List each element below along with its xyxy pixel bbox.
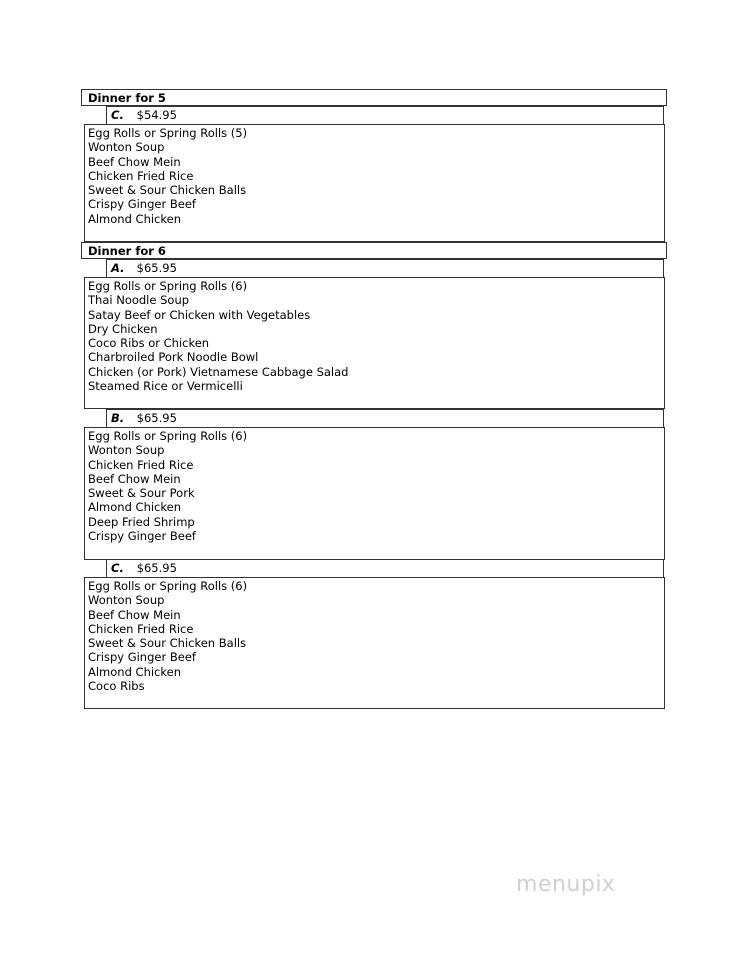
list-item: Dry Chicken xyxy=(88,321,158,336)
list-item: Crispy Ginger Beef xyxy=(88,650,196,665)
list-item: Coco Ribs xyxy=(88,679,145,694)
list-item: Almond Chicken xyxy=(88,500,181,515)
option-items-list xyxy=(84,577,665,709)
list-item: Thai Noodle Soup xyxy=(88,293,190,308)
list-item: Egg Rolls or Spring Rolls (6) xyxy=(88,279,248,293)
option-header-a xyxy=(106,259,664,277)
option-letter: C. xyxy=(111,108,124,122)
list-item: Beef Chow Mein xyxy=(88,471,181,486)
list-item: Sweet & Sour Pork xyxy=(88,486,195,501)
list-item: Wonton Soup xyxy=(88,593,165,608)
list-item: Wonton Soup xyxy=(88,443,165,458)
list-item: Crispy Ginger Beef xyxy=(88,529,196,544)
list-item: Beef Chow Mein xyxy=(88,607,181,622)
list-item: Satay Beef or Chicken with Vegetables xyxy=(88,307,311,322)
list-item: Sweet & Sour Chicken Balls xyxy=(88,636,247,651)
option-letter: C. xyxy=(111,561,124,575)
list-item: Chicken Fried Rice xyxy=(88,168,194,183)
list-item: Coco Ribs or Chicken xyxy=(88,336,210,351)
option-header-b xyxy=(106,409,664,427)
list-item: Egg Rolls or Spring Rolls (6) xyxy=(88,429,248,443)
list-item: Steamed Rice or Vermicelli xyxy=(88,379,243,394)
list-item: Egg Rolls or Spring Rolls (6) xyxy=(88,579,248,593)
option-price: $65.95 xyxy=(136,261,177,275)
option-price: $65.95 xyxy=(136,411,177,425)
list-item: Wonton Soup xyxy=(88,140,165,155)
section-title-dinner-for-5: Dinner for 5 xyxy=(81,89,667,106)
list-item: Sweet & Sour Chicken Balls xyxy=(88,183,247,198)
option-price: $65.95 xyxy=(136,561,177,575)
option-items-list xyxy=(84,277,665,409)
list-item: Almond Chicken xyxy=(88,211,181,226)
list-item: Almond Chicken xyxy=(88,664,181,679)
list-item: Deep Fried Shrimp xyxy=(88,514,195,529)
option-letter: A. xyxy=(111,261,125,275)
list-item: Beef Chow Mein xyxy=(88,154,181,169)
option-items-list xyxy=(84,124,665,242)
list-item: Egg Rolls or Spring Rolls (5) xyxy=(88,126,248,140)
list-item: Chicken Fried Rice xyxy=(88,457,194,472)
watermark-logo: menupix xyxy=(516,872,616,897)
list-item: Charbroiled Pork Noodle Bowl xyxy=(88,350,259,365)
option-header-c xyxy=(106,106,664,124)
option-header-c xyxy=(106,559,664,577)
option-letter: B. xyxy=(111,411,125,425)
option-items-list xyxy=(84,427,665,560)
list-item: Crispy Ginger Beef xyxy=(88,197,196,212)
option-price: $54.95 xyxy=(136,108,177,122)
section-title-dinner-for-6: Dinner for 6 xyxy=(81,242,667,259)
list-item: Chicken (or Pork) Vietnamese Cabbage Salad xyxy=(88,364,349,379)
list-item: Chicken Fried Rice xyxy=(88,621,194,636)
